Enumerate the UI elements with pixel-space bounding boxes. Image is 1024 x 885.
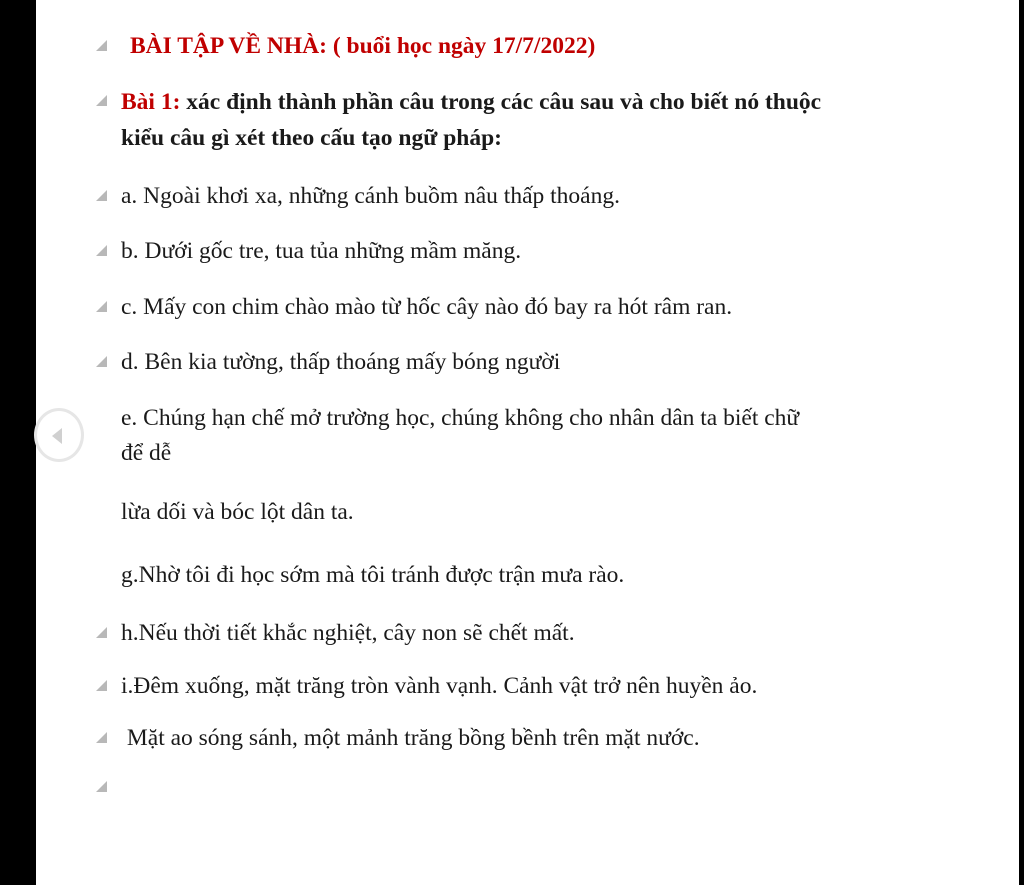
item-a: a. Ngoài khơi xa, những cánh buồm nâu thấp thoáng. (121, 183, 620, 209)
task-1-line-1 (121, 85, 821, 119)
item-d: d. Bên kia tường, thấp thoáng mấy bóng người (121, 349, 561, 375)
item-g: g.Nhờ tôi đi học sớm mà tôi tránh được trận mưa rào. (121, 562, 625, 588)
collapse-triangle-icon[interactable] (96, 680, 107, 691)
collapse-triangle-icon[interactable] (96, 301, 107, 312)
collapse-triangle-icon[interactable] (96, 190, 107, 201)
item-e-line-3: lừa dối và bóc lột dân ta. (121, 499, 354, 525)
previous-slide-button[interactable] (34, 408, 84, 462)
task-1-text: xác định thành phần câu trong các câu sau và cho biết nó thuộc (180, 89, 822, 115)
item-e-line-2: để dễ (121, 440, 172, 466)
task-1-label: Bài 1: (121, 89, 181, 115)
chevron-left-icon (52, 428, 62, 444)
task-1-line-2: kiểu câu gì xét theo cấu tạo ngữ pháp: (121, 125, 502, 151)
item-c: c. Mấy con chim chào mào từ hốc cây nào đó bay ra hót râm ran. (121, 294, 733, 320)
item-b: b. Dưới gốc tre, tua tủa những mầm măng. (121, 238, 522, 264)
collapse-triangle-icon[interactable] (96, 781, 107, 792)
collapse-triangle-icon[interactable] (96, 245, 107, 256)
collapse-triangle-icon[interactable] (96, 95, 107, 106)
collapse-triangle-icon[interactable] (96, 356, 107, 367)
item-h: h.Nếu thời tiết khắc nghiệt, cây non sẽ chết mất. (121, 620, 575, 646)
collapse-triangle-icon[interactable] (96, 40, 107, 51)
item-e-line-1: e. Chúng hạn chế mở trường học, chúng không cho nhân dân ta biết chữ (121, 405, 800, 431)
item-i-continuation: Mặt ao sóng sánh, một mảnh trăng bồng bềnh trên mặt nước. (121, 725, 700, 751)
homework-heading: BÀI TẬP VỀ NHÀ: ( buổi học ngày 17/7/2022) (130, 33, 596, 59)
collapse-triangle-icon[interactable] (96, 732, 107, 743)
collapse-triangle-icon[interactable] (96, 627, 107, 638)
item-i: i.Đêm xuống, mặt trăng tròn vành vạnh. Cảnh vật trở nên huyền ảo. (121, 673, 758, 699)
